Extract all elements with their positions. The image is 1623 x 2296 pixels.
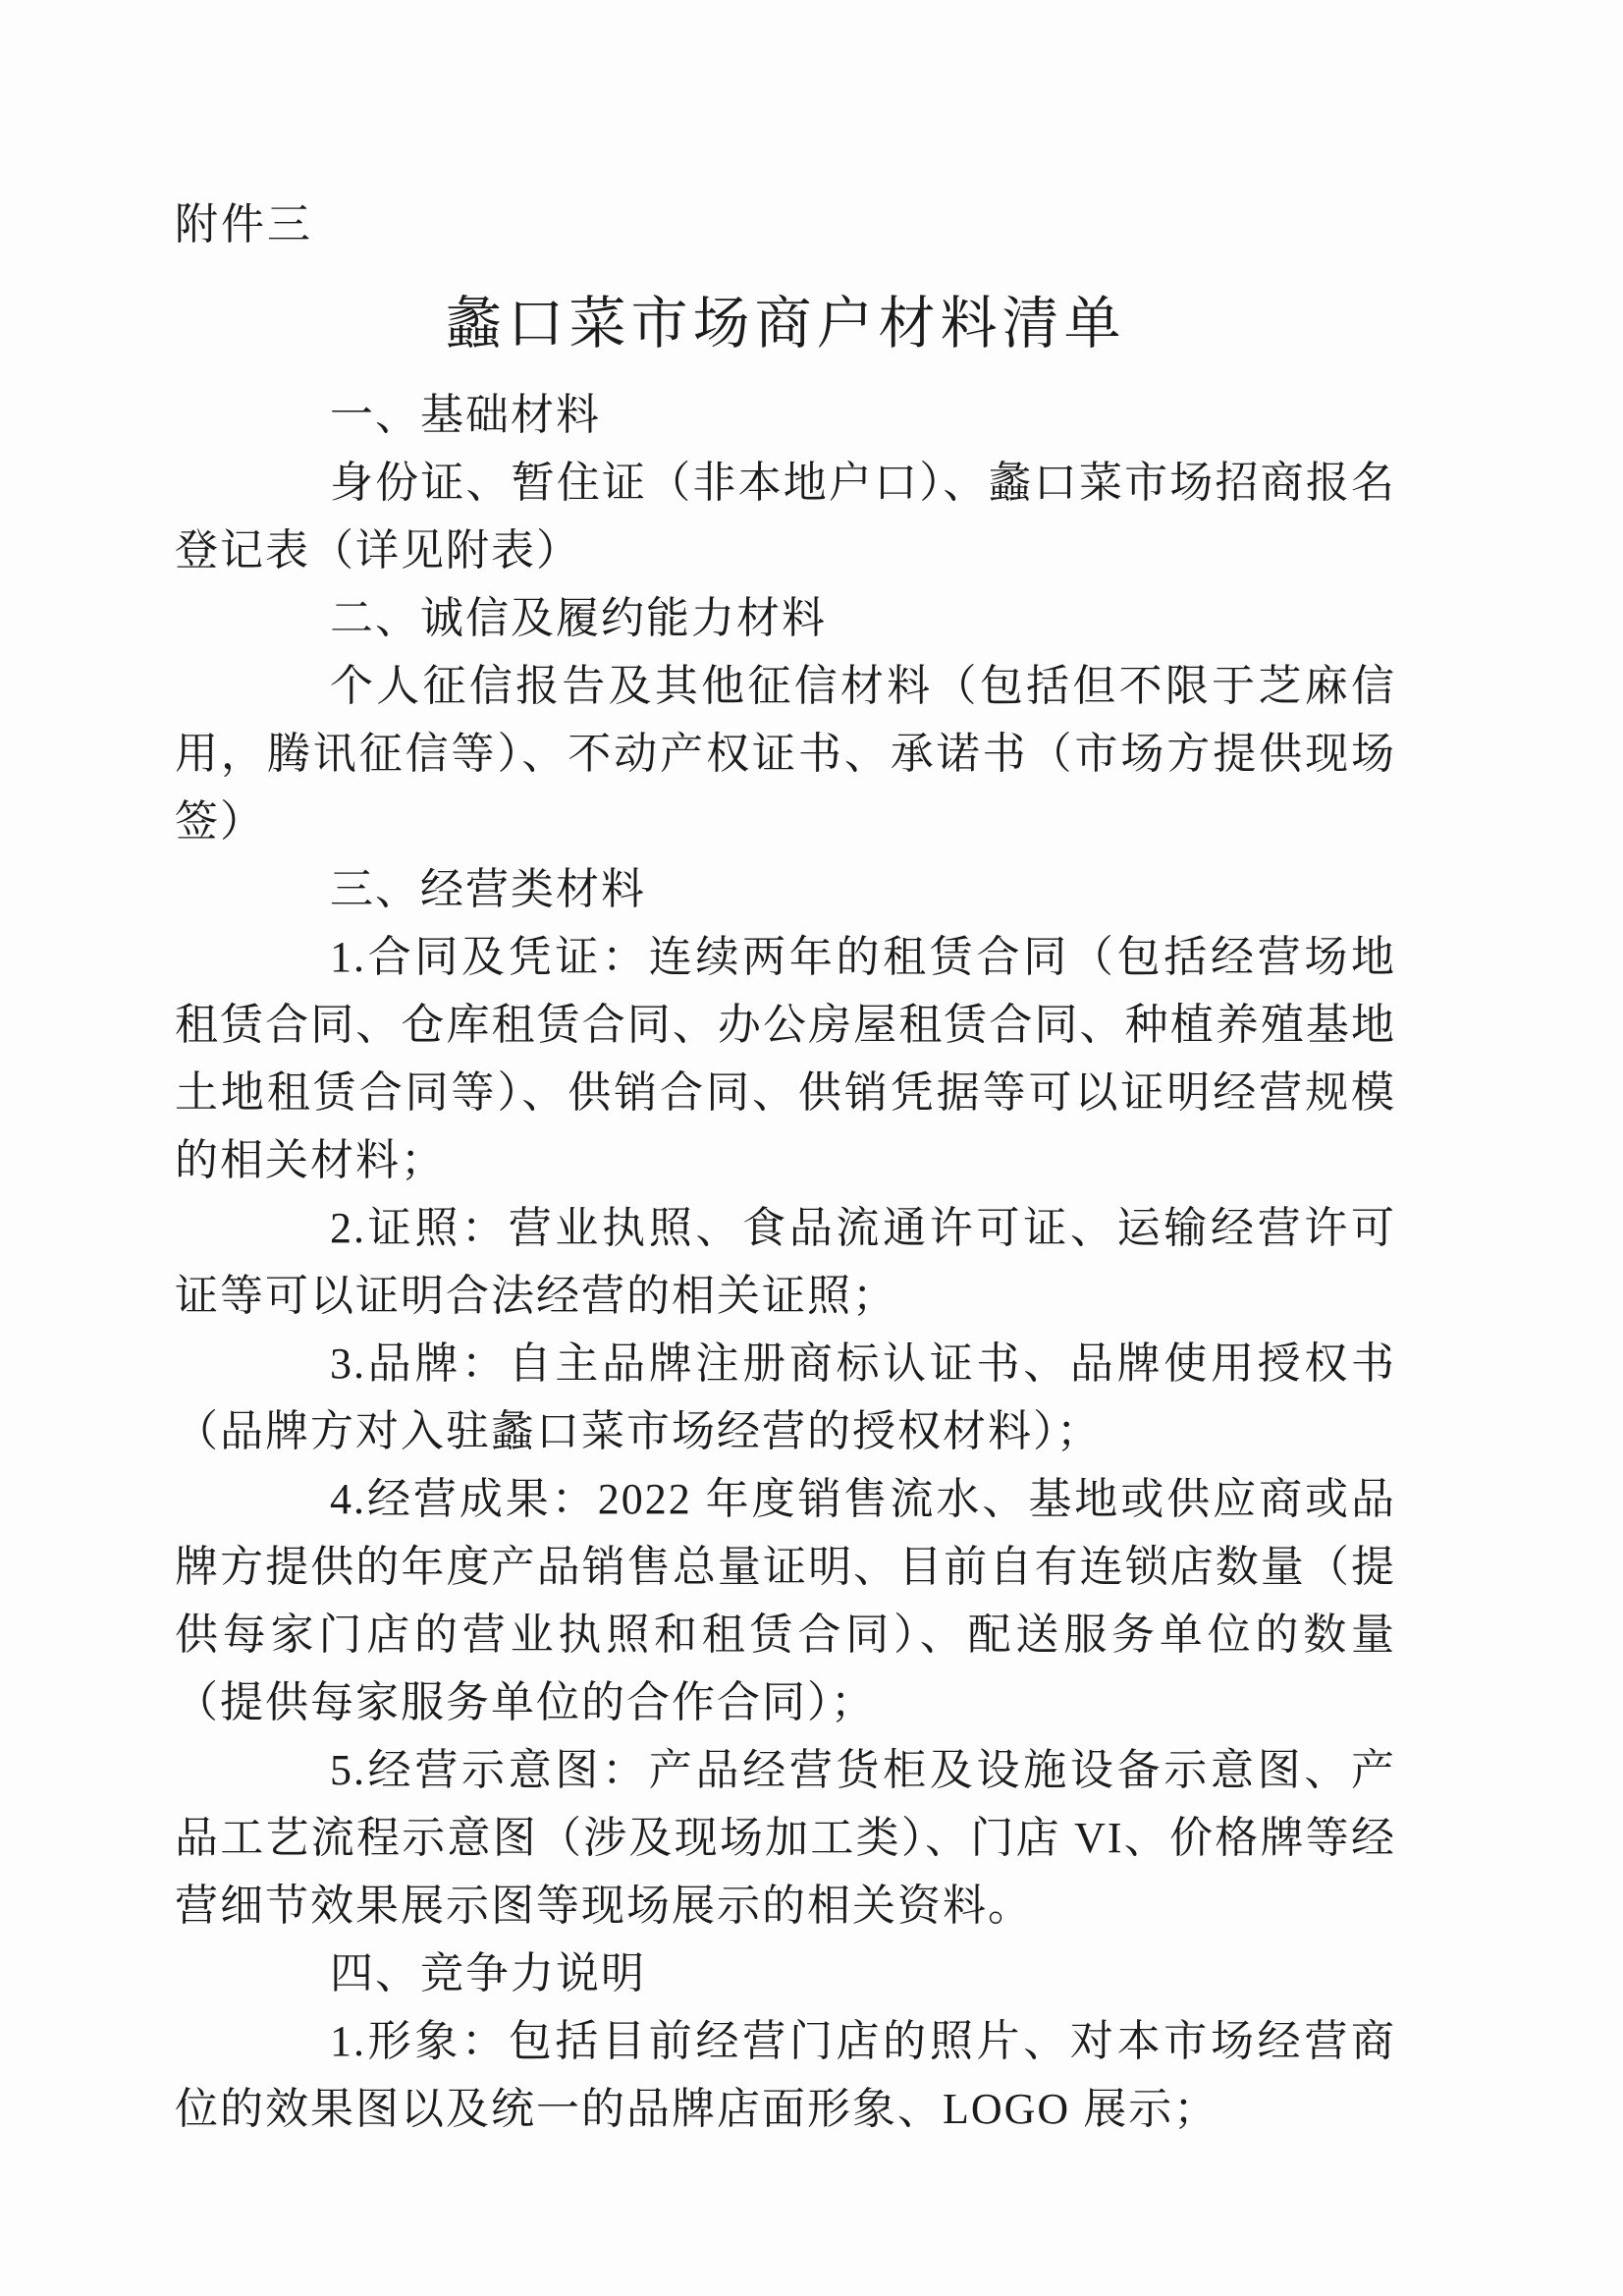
document-title: 蠡口菜市场商户材料清单	[445, 292, 1126, 355]
paragraph-item-3-brand: 3.品牌：自主品牌注册商标认证书、品牌使用授权书（品牌方对入驻蠡口菜市场经营的授权材料）；	[175, 1339, 1396, 1455]
paragraph-item-4-business-results: 4.经营成果：2022 年度销售流水、基地或供应商或品牌方提供的年度产品销售总量证明、目前自有连锁店数量（提供每家门店的营业执照和租赁合同）、配送服务单位的数量（提供每家服务单位的合作合同）；	[175, 1475, 1396, 1726]
section-heading-competitiveness: 四、竞争力说明	[330, 1949, 646, 1997]
section-heading-credit-materials: 二、诚信及履约能力材料	[330, 594, 827, 642]
paragraph-item-2-licenses: 2.证照：营业执照、食品流通许可证、运输经营许可证等可以证明合法经营的相关证照；	[175, 1204, 1396, 1320]
document-content	[175, 194, 1396, 2143]
paragraph-item-1-contracts: 1.合同及凭证：连续两年的租赁合同（包括经营场地租赁合同、仓库租赁合同、办公房屋租赁合同、种植养殖基地土地租赁合同等）、供销合同、供销凭据等可以证明经营规模的相关材料；	[175, 933, 1396, 1184]
attachment-label: 附件三	[175, 200, 313, 248]
paragraph-credit-materials: 个人征信报告及其他征信材料（包括但不限于芝麻信用，腾讯征信等）、不动产权证书、承诺书（市场方提供现场签）	[175, 662, 1396, 846]
section-heading-business-materials: 三、经营类材料	[330, 865, 646, 913]
paragraph-item-1-image: 1.形象：包括目前经营门店的照片、对本市场经营商位的效果图以及统一的品牌店面形象、LOGO 展示；	[175, 2017, 1396, 2133]
section-heading-basic-materials: 一、基础材料	[330, 391, 601, 439]
paragraph-item-5-business-diagrams: 5.经营示意图：产品经营货柜及设施设备示意图、产品工艺流程示意图（涉及现场加工类）、门店 VI、价格牌等经营细节效果展示图等现场展示的相关资料。	[175, 1746, 1396, 1930]
paragraph-basic-materials: 身份证、暂住证（非本地户口）、蠡口菜市场招商报名登记表（详见附表）	[175, 459, 1396, 574]
